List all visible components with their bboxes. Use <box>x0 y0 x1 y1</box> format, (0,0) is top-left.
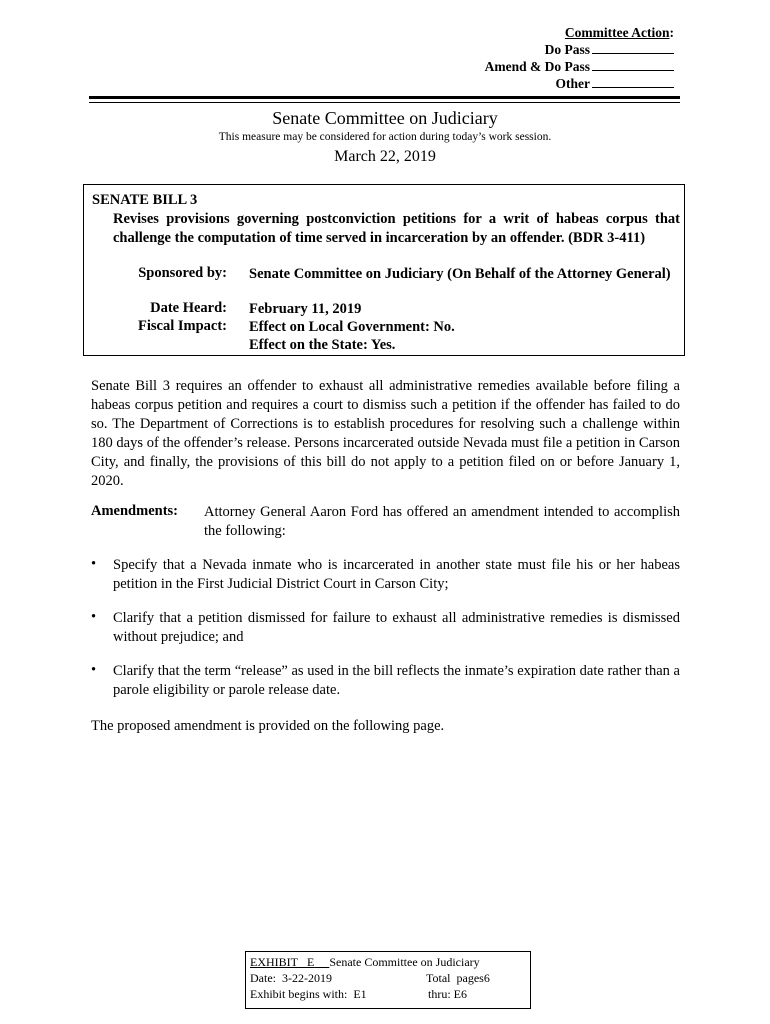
meeting-date: March 22, 2019 <box>334 148 436 165</box>
exhibit-line <box>250 955 480 970</box>
closing-sentence: The proposed amendment is provided on the following page. <box>91 718 445 734</box>
bill-summary-box <box>83 184 685 356</box>
amendment-item: Clarify that the term “release” as used in the bill reflects the inmate’s expiration date rather than a parole eligibility or parole release date. <box>113 663 680 698</box>
bullet-icon: • <box>91 662 97 678</box>
exhibit-pages-label: pages <box>456 971 484 985</box>
committee-action-title: Committee Action <box>564 25 670 40</box>
exhibit-total-label: Total <box>426 971 451 985</box>
exhibit-begins-line <box>250 987 367 1002</box>
bullet-icon: • <box>91 556 97 572</box>
header-rule-thick <box>89 96 680 99</box>
sponsored-by-value: Senate Committee on Judiciary (On Behalf of the Attorney General) <box>249 266 671 282</box>
exhibit-date-value: 3-22-2019 <box>282 971 332 985</box>
exhibit-date-line <box>250 971 332 986</box>
exhibit-pages-value: 6 <box>483 971 490 985</box>
fiscal-impact-local: Effect on Local Government: No. <box>249 319 455 335</box>
exhibit-date-label: Date: <box>250 971 276 985</box>
bill-number: SENATE BILL 3 <box>92 192 198 208</box>
action-option-do-pass: Do Pass <box>485 41 674 58</box>
exhibit-begins-value: E1 <box>353 987 367 1001</box>
committee-name: Senate Committee on Judiciary <box>272 108 498 128</box>
action-option-amend-do-pass: Amend & Do Pass <box>485 58 674 75</box>
work-session-notice: This measure may be considered for action during today’s work session. <box>218 131 552 143</box>
exhibit-label: EXHIBIT <box>250 955 298 969</box>
date-heard-value: February 11, 2019 <box>249 301 362 317</box>
exhibit-stamp <box>245 951 531 1009</box>
bullet-icon: • <box>91 609 97 625</box>
committee-action-colon: : <box>669 25 674 40</box>
exhibit-begins-label: Exhibit begins with: <box>250 987 348 1001</box>
exhibit-committee: Senate Committee on Judiciary <box>329 955 480 969</box>
fiscal-impact-label: Fiscal Impact: <box>138 318 227 334</box>
date-heard-label: Date Heard: <box>150 300 227 316</box>
action-option-other: Other <box>485 75 674 92</box>
bill-summary-paragraph: Senate Bill 3 requires an offender to exhaust all administrative remedies available before filing a habeas corpus petition and requires a court to dismiss such a petition if the offender has failed to do so. The Department of Corrections is to establish procedures for resolving such a challenge within 180 days of the offender’s release. Persons incarcerated outside Nevada must file a petition in Carson City, and finally, the provisions of this bill do not apply to a petition filed on or before January 1, 2020. <box>91 378 680 489</box>
exhibit-letter: E <box>307 955 315 969</box>
exhibit-thru-label: thru: <box>428 987 451 1001</box>
exhibit-thru-value: E6 <box>453 987 468 1001</box>
amendments-intro: Attorney General Aaron Ford has offered an amendment intended to accomplish the following: <box>204 504 680 539</box>
exhibit-total-pages <box>426 971 490 986</box>
sponsored-by-label: Sponsored by: <box>138 265 227 281</box>
header-rule-thin <box>89 102 680 103</box>
exhibit-thru <box>428 987 467 1002</box>
fiscal-impact-state: Effect on the State: Yes. <box>249 337 396 353</box>
bill-description: Revises provisions governing postconviction petitions for a writ of habeas corpus that challenge the computation of time served in incarceration by an offender. (BDR 3-411) <box>113 211 680 246</box>
amendment-item: Specify that a Nevada inmate who is incarcerated in another state must file his or her habeas petition in the First Judicial District Court in Carson City; <box>113 557 680 592</box>
amendments-label: Amendments: <box>91 503 178 519</box>
committee-action-block <box>485 24 674 92</box>
amendment-item: Clarify that a petition dismissed for failure to exhaust all administrative remedies is dismissed without prejudice; and <box>113 610 680 645</box>
